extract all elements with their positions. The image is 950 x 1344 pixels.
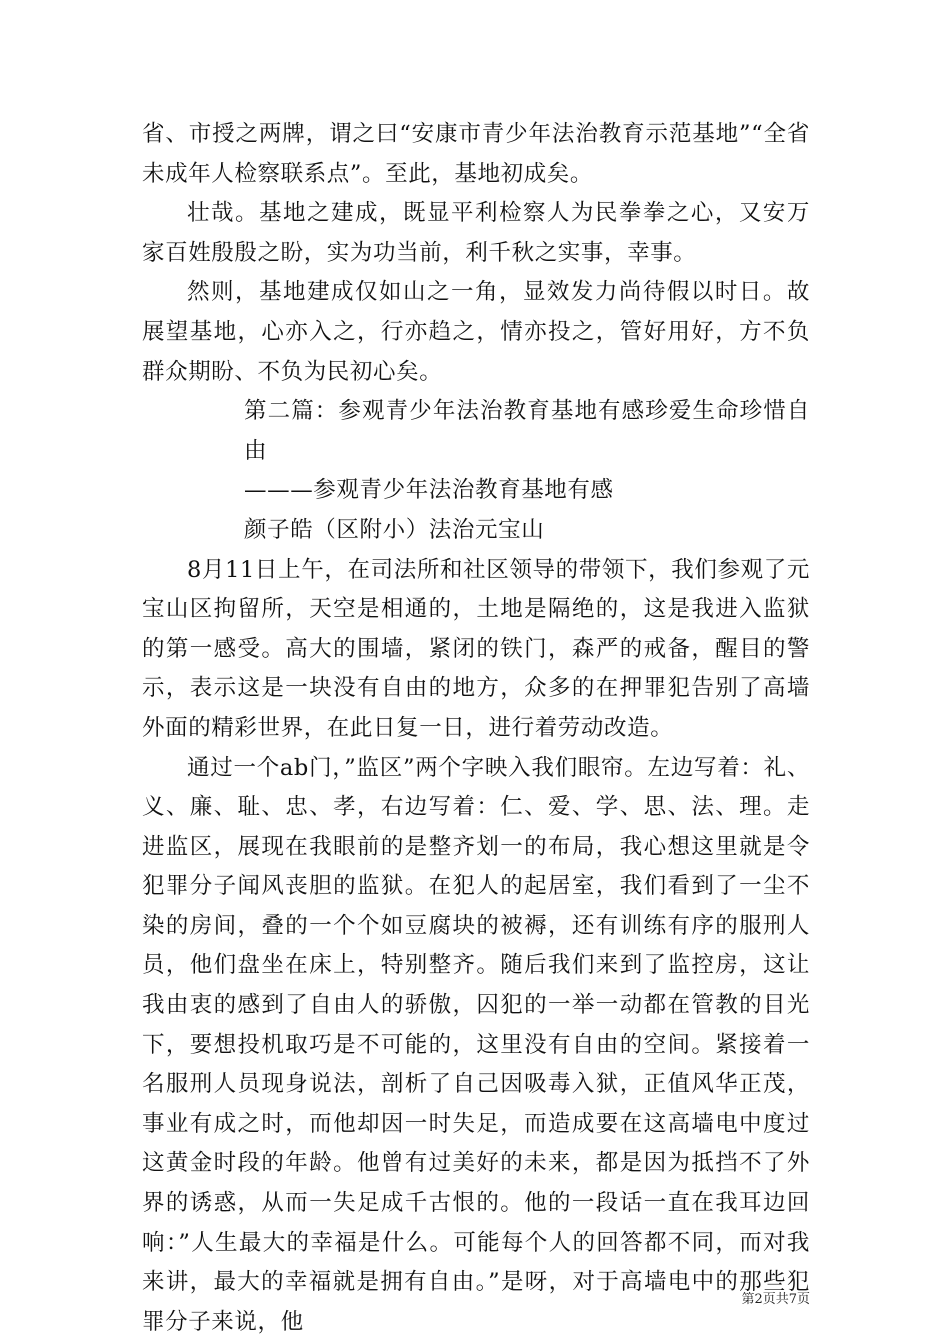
article-subtitle: ———参观青少年法治教育基地有感: [244, 477, 614, 504]
paragraph-praise: 壮哉。基地之建成，既显平利检察人为民拳拳之心，又安万家百姓殷殷之盼，实为功当前，利千秋之实事，幸事。: [142, 200, 810, 266]
paragraph-outlook: 然则，基地建成仅如山之一角，显效发力尚待假以时日。故展望基地，心亦入之，行亦趋之，情亦投之，管好用好，方不负群众期盼、不负为民初心矣。: [142, 279, 810, 385]
paragraph-visit-intro: 8月11日上午，在司法所和社区领导的带领下，我们参观了元宝山区拘留所，天空是相通的，土地是隔绝的，这是我进入监狱的第一感受。高大的围墙，紧闭的铁门，森严的戒备，醒目的警示，表示这是一块没有自由的地方，众多的在押罪犯告别了高墙外面的精彩世界，在此日复一日，进行着劳动改造。: [142, 556, 810, 741]
article-title: 第二篇：参观青少年法治教育基地有感珍爱生命珍惜自由: [244, 398, 810, 464]
document-body: [142, 115, 810, 1342]
article-author: 颜子皓（区附小）法治元宝山: [244, 516, 545, 543]
page-number: 第2页共7页: [741, 1292, 810, 1307]
paragraph-continuation: 省、市授之两牌，谓之曰“安康市青少年法治教育示范基地”“全省未成年人检察联系点”。至此，基地初成矣。: [142, 121, 810, 187]
paragraph-prison-detail: 通过一个ab门，”监区”两个字映入我们眼帘。左边写着：礼、义、廉、耻、忠、孝，右边写着：仁、爱、学、思、法、理。走进监区，展现在我眼前的是整齐划一的布局，我心想这里就是令犯罪分子闻风丧胆的监狱。在犯人的起居室，我们看到了一尘不染的房间，叠的一个个如豆腐块的被褥，还有训练有序的服刑人员，他们盘坐在床上，特别整齐。随后我们来到了监控房，这让我由衷的感到了自由人的骄傲，囚犯的一举一动都在管教的目光下，要想投机取巧是不可能的，这里没有自由的空间。紧接着一名服刑人员现身说法，剖析了自己因吸毒入狱，正值风华正茂，事业有成之时，而他却因一时失足，而造成要在这高墙电中度过这黄金时段的年龄。他曾有过美好的未来，都是因为抵挡不了外界的诱惑，从而一失足成千古恨的。他的一段话一直在我耳边回响：”人生最大的幸福是什么。可能每个人的回答都不同，而对我来讲，最大的幸福就是拥有自由。”是呀，对于高墙电中的那些犯罪分子来说，他: [142, 754, 810, 1335]
